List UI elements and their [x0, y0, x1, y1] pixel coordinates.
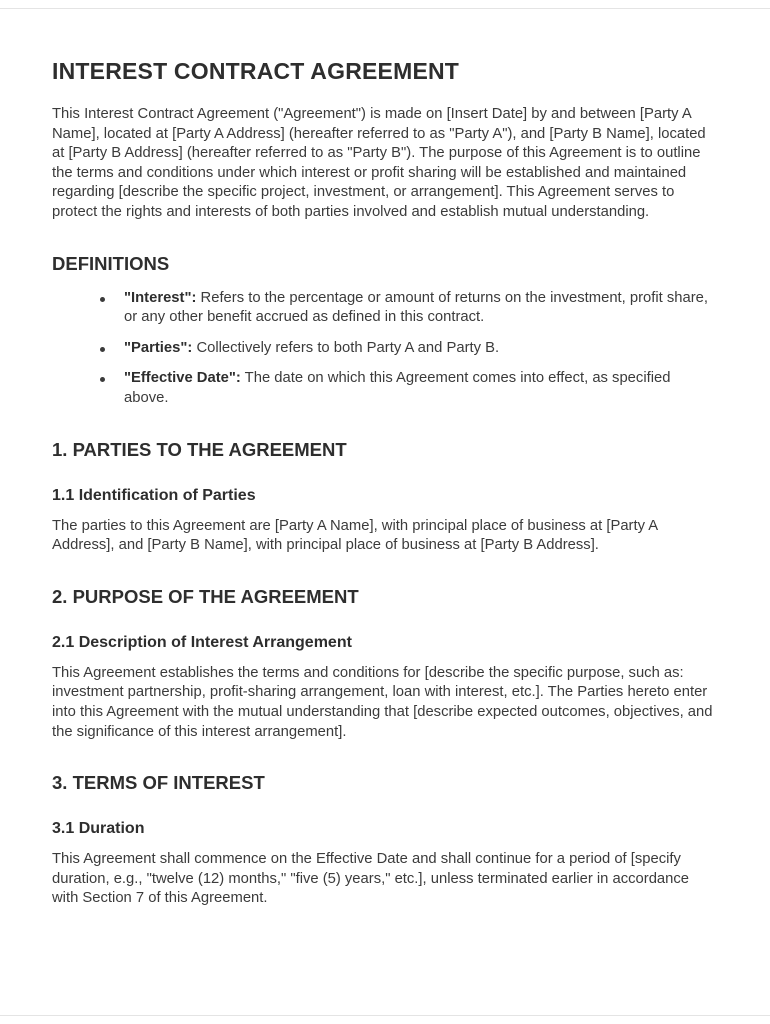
section-body: This Agreement establishes the terms and conditions for [describe the specific purpose, such as: investment partnership, profit-sharing arrangement, loan with interest, etc.]. The Parties hereto enter into this Agreement with the mutual understanding that [describe expected outcomes, objectives, and the significance of this interest arrangement]. — [52, 664, 713, 740]
page-bottom-edge — [0, 1015, 770, 1016]
definition-item — [124, 369, 718, 408]
page-top-edge — [0, 8, 770, 9]
definition-term: "Effective Date": — [124, 370, 241, 387]
section-subheading: 1.1 Identification of Parties — [52, 486, 256, 504]
definitions-list — [52, 289, 718, 409]
intro-paragraph: This Interest Contract Agreement ("Agreement") is made on [Insert Date] by and between [Party A Name], located at [Party A Address] (hereafter referred to as "Party A"), and [Party B Name], located at [Party B Address] (hereafter referred to as "Party B"). The purpose of this Agreement is to outline the terms and conditions under which interest or profit sharing will be established and maintained regarding [describe the specific project, investment, or arrangement]. This Agreement serves to protect the rights and interests of both parties involved and establish mutual understanding. — [52, 106, 706, 220]
definition-text: Collectively refers to both Party A and Party B. — [192, 339, 500, 356]
definitions-heading: DEFINITIONS — [52, 252, 170, 274]
definition-item — [124, 339, 718, 359]
definition-text: The date on which this Agreement comes into effect, as specified above. — [124, 370, 671, 406]
section-body: The parties to this Agreement are [Party A Name], with principal place of business at [Party A Address], and [Party B Name], with principal place of business at [Party B Address]. — [52, 517, 658, 554]
section-heading: 2. PURPOSE OF THE AGREEMENT — [52, 585, 359, 607]
section-heading: 1. PARTIES TO THE AGREEMENT — [52, 438, 347, 460]
document-title: INTEREST CONTRACT AGREEMENT — [52, 58, 460, 84]
section-parties — [52, 439, 718, 556]
definition-text: Refers to the percentage or amount of returns on the investment, profit share, or any other benefit accrued as defined in this contract. — [124, 289, 709, 326]
definition-term: "Parties": — [124, 339, 193, 356]
section-purpose — [52, 586, 718, 742]
section-subheading: 2.1 Description of Interest Arrangement — [52, 633, 352, 651]
section-heading: 3. TERMS OF INTEREST — [52, 772, 265, 794]
section-subheading: 3.1 Duration — [52, 820, 145, 838]
definition-term: "Interest": — [124, 289, 197, 306]
section-terms — [52, 772, 718, 909]
section-body: This Agreement shall commence on the Effective Date and shall continue for a period of [specify duration, e.g., "twelve (12) months," "five (5) years," etc.], unless terminated earlier in accordance with Section 7 of this Agreement. — [52, 851, 690, 907]
definition-item — [124, 289, 718, 328]
